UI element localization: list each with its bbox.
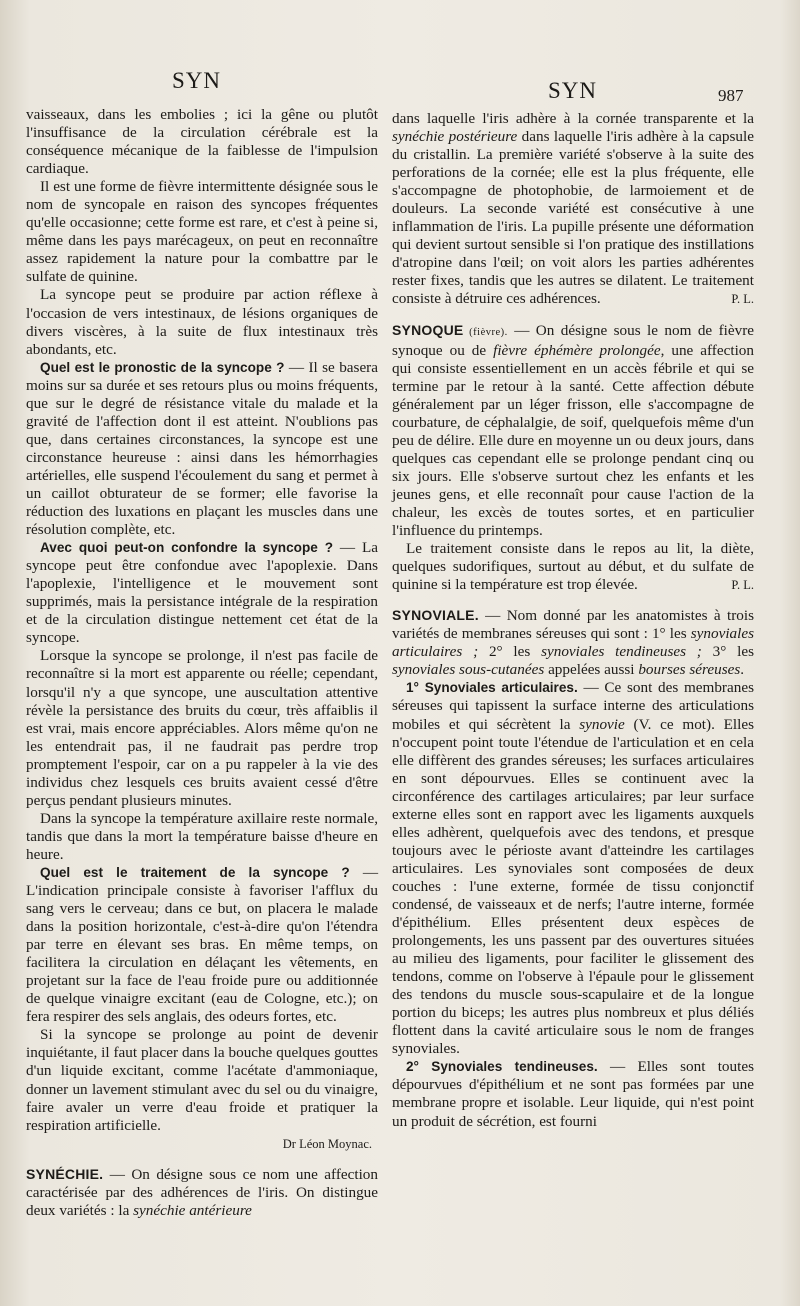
text-run: (V. ce mot). Elles n'occupent point toute l'étendue de l'articulation et en cela elle diffèrent des grandes séreuses; les surfaces articulaires en sont dépourvues. Elles se continuent avec la circonférence des cartilages articulaires; par leur surface externe elles sont en rapport avec les ligaments auxquels elles adhèrent, quelquefois avec des tendons, et presque toujours avec le périoste avant d'atteindre les cartilages articulaires. Les synoviales sont composées de deux couches : l'une externe, formée de tissu conjonctif condensé, de vaisseaux et de nerfs; l'autre interne, formée d'épithélium. Elles présentent deux espèces de prolongements, les uns passent par des ouvertures situées au milieu des ligaments, pour faciliter le glissement des tendons, comme on l'observe à l'épaule pour le glissement des tendons du muscle sous-scapulaire et de la longue portion du biceps; les autres plus nombreux et plus déliés flottent dans la cavité articulaire sous le nom de franges synoviales. xyxy=(392,715,754,1058)
author-initials: P. L. xyxy=(731,578,754,593)
text-run: dans laquelle l'iris adhère à la capsule du cristallin. La première variété s'observe à la suite des perforations de la cornée; elle est la plus fréquente, elle s'accompagne de photophobie, de larmoiement et de douleurs. La seconde variété est consécutive à une inflammation de l'iris. La pupille présente une déformation qui devient surtout sensible si l'on pratique des instillations d'atropine dans l'œil; on voit alors les parties adhérentes rester fixes, tandis que les autres se dilatent. Le traitement consiste à détruire ces adhérences. xyxy=(392,128,754,308)
entry-qualifier: (fièvre). xyxy=(463,326,508,338)
left-column xyxy=(26,106,378,1220)
question-paragraph xyxy=(26,359,378,539)
entry-headword: SYNOVIALE. xyxy=(392,607,479,624)
author-initials: P. L. xyxy=(731,292,754,307)
text-run: — Nom donné par les anatomistes à trois variétés de membranes séreuses qui sont : 1° les xyxy=(392,607,754,643)
italic-term: synoviales articulaires ; xyxy=(392,625,754,661)
text-run: — On désigne sous le nom de fièvre synoque ou de xyxy=(392,321,754,359)
page-number: 987 xyxy=(718,86,744,105)
italic-term: synovie xyxy=(579,715,625,733)
entry-text: — On désigne sous ce nom une affection caractérisée par des adhérences de l'iris. On distingue deux variétés : la xyxy=(26,1165,378,1219)
paragraph: Lorsque la syncope se prolonge, il n'est pas facile de reconnaître si la mort est apparente ou réelle; cependant, lorsqu'il n'y a que syncope, une auscultation attentive révèle la persistance des bruits du cœur, très affaiblis il est vrai, mais encore appréciables. Alors même qu'on ne les entendrait pas, il ne faudrait pas perdre trop promptement l'espoir, car on a pu rappeler à la vie des individus chez lesquels ces bruits avaient cessé d'être perçus pendant plusieurs minutes. xyxy=(26,647,378,809)
text-run: — Ce sont des membranes séreuses qui tapissent la surface interne des articulations mobiles et qui sécrètent la xyxy=(392,679,754,733)
question-paragraph xyxy=(26,539,378,647)
question-heading: Avec quoi peut-on confondre la syncope ? xyxy=(40,540,333,556)
entry-headword: SYNOQUE xyxy=(392,321,464,338)
entry-synoviale xyxy=(392,606,754,679)
text-run: 3° les xyxy=(701,643,754,661)
text-run: . xyxy=(740,661,745,679)
paragraph xyxy=(392,540,754,594)
running-head-right: SYN xyxy=(548,78,598,103)
answer-text: — La syncope peut être confondue avec l'apoplexie. Dans l'apoplexie, l'intelligence et le mouvement sont supprimés, mais la persistance intégrale de la respiration et de la circulation distingue nettement cet état de la syncope. xyxy=(26,539,378,647)
text-run: appelées aussi xyxy=(544,661,639,679)
subsection-paragraph xyxy=(392,679,754,1058)
text-run: Le traitement consiste dans le repos au lit, la diète, quelques sudorifiques, surtout au début, et du sulfate de quinine si la température est trop élevée. xyxy=(392,540,754,594)
paragraph: Si la syncope se prolonge au point de devenir inquiétante, il faut placer dans la bouche quelques gouttes d'un liquide excitant, comme l'acétate d'ammoniaque, donner un lavement stimulant avec du sel ou du vinaigre, faire avaler un verre d'eau froide et pratiquer la respiration artificielle. xyxy=(26,1026,378,1134)
text-run: , une affection qui consiste essentiellement en un accès fébrile et qui se termine par le retour à la santé. Cette affection débute généralement par un léger frisson, elle s'accompagne de courbature, de céphalalgie, de soif, quelquefois même d'un peu de délire. Elle dure en moyenne un ou deux jours, dans quelques cas cependant elle se prolonge pendant cinq ou six jours. Elle s'observe surtout chez les enfants et les jeunes gens, et elle reconnaît pour cause l'action de la chaleur, les excès de toutes sortes, et en particulier l'influence du printemps. xyxy=(392,341,754,540)
answer-text: — Il se basera moins sur sa durée et ses retours plus ou moins fréquents, que sur le degré de résistance vitale du malade et la gravité de l'affection dont il est atteint. N'oublions pas que, dans certaines circonstances, la syncope est une circonstance heureuse : ainsi dans les hémorrhagies artérielles, elle suspend l'écoulement du sang et permet à un caillot obturateur de se former; elle favorise la réduction des luxations en plaçant les muscles dans une résolution complète, etc. xyxy=(26,358,378,539)
running-head-left: SYN xyxy=(172,68,222,93)
italic-term: fièvre éphémère prolongée xyxy=(493,341,661,359)
italic-term: bourses séreuses xyxy=(638,661,741,679)
paragraph xyxy=(392,110,754,309)
entry-italic-term: synéchie antérieure xyxy=(133,1201,252,1219)
text-run: — Elles sont toutes dépourvues d'épithélium et ne sont pas formées par une membrane propre et isolable. Leur liquide, qui n'est point un produit de sécrétion, est fourni xyxy=(392,1058,754,1130)
author-signature: Dr Léon Moynac. xyxy=(282,1136,372,1151)
entry-synoque xyxy=(392,321,754,541)
question-heading: Quel est le pronostic de la syncope ? xyxy=(40,359,285,375)
subsection-paragraph xyxy=(392,1058,754,1130)
italic-term: synoviales sous-cutanées xyxy=(392,661,545,679)
paragraph: Dans la syncope la température axillaire reste normale, tandis que dans la mort la température baisse d'heure en heure. xyxy=(26,809,378,863)
question-heading: Quel est le traitement de la syncope ? xyxy=(40,864,350,880)
page-header xyxy=(0,68,800,105)
paragraph: Il est une forme de fièvre intermittente désignée sous le nom de syncopale en raison des syncopes fréquentes qu'elle occasionne; cette forme est rare, et c'est à peine si, même dans les pays marécageux, on peut en reconnaître assez rapidement la nature pour la combattre par le sulfate de quinine. xyxy=(26,178,378,286)
answer-text: — L'indication principale consiste à favoriser l'afflux du sang vers le cerveau; dans ce but, on placera le malade dans la position horizontale, c'est-à-dire qu'on l'étendra par terre en élevant ses bras. En même temps, on facilitera la circulation en délaçant les vêtements, en projetant sur la face de l'eau froide pure ou additionnée de quelque vinaigre excitant (eau de Cologne, etc.); on fera respirer des sels anglais, des odeurs fortes, etc. xyxy=(26,863,378,1026)
subsection-heading: 1° Synoviales articulaires. xyxy=(406,680,578,696)
italic-term: synéchie postérieure xyxy=(392,128,518,146)
paragraph: La syncope peut se produire par action réflexe à l'occasion de vers intestinaux, de lésions organiques de divers viscères, à la suite de flux intestinaux très abondants, etc. xyxy=(26,286,378,358)
entry-headword: SYNÉCHIE. xyxy=(26,1165,104,1182)
subsection-heading: 2° Synoviales tendineuses. xyxy=(406,1059,598,1075)
entry-synechie xyxy=(26,1165,378,1220)
paragraph: vaisseaux, dans les embolies ; ici la gêne ou plutôt l'insuffisance de la circulation cérébrale est la conséquence mécanique de la faiblesse de l'impulsion cardiaque. xyxy=(26,106,378,178)
right-column xyxy=(392,110,754,1131)
question-paragraph xyxy=(26,864,378,1026)
text-run: 2° les xyxy=(478,643,542,661)
text-run: dans laquelle l'iris adhère à la cornée transparente et la xyxy=(392,110,754,127)
italic-term: synoviales tendineuses ; xyxy=(541,643,702,661)
